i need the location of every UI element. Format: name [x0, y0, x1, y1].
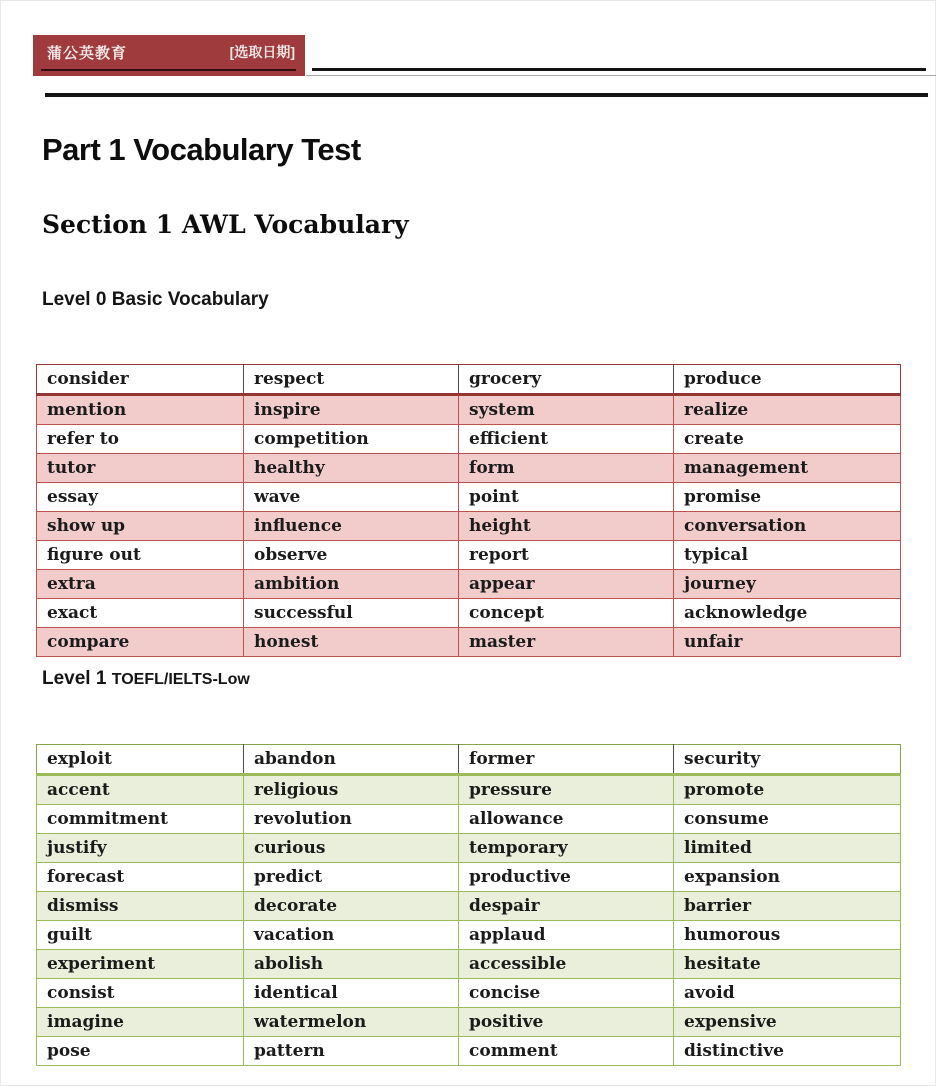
word-cell: allowance — [459, 805, 674, 834]
word-cell: concise — [459, 979, 674, 1008]
table-row — [37, 454, 901, 483]
word-cell: figure out — [37, 541, 244, 570]
word-cell: point — [459, 483, 674, 512]
word-cell: height — [459, 512, 674, 541]
word-cell: competition — [244, 425, 459, 454]
table-row — [37, 512, 901, 541]
word-cell: grocery — [459, 365, 674, 395]
word-cell: security — [674, 745, 901, 775]
word-cell: former — [459, 745, 674, 775]
word-cell: accent — [37, 775, 244, 805]
date-placeholder: [选取日期] — [229, 44, 295, 60]
page-title: Part 1 Vocabulary Test — [42, 132, 361, 167]
word-cell: mention — [37, 395, 244, 425]
word-cell: imagine — [37, 1008, 244, 1037]
word-cell: consist — [37, 979, 244, 1008]
word-cell: barrier — [674, 892, 901, 921]
word-cell: religious — [244, 775, 459, 805]
table-row — [37, 1008, 901, 1037]
word-cell: expensive — [674, 1008, 901, 1037]
word-cell: curious — [244, 834, 459, 863]
word-cell: influence — [244, 512, 459, 541]
table-row — [37, 1037, 901, 1066]
word-cell: concept — [459, 599, 674, 628]
word-cell: appear — [459, 570, 674, 599]
word-cell: pattern — [244, 1037, 459, 1066]
word-cell: productive — [459, 863, 674, 892]
word-cell: exact — [37, 599, 244, 628]
table-row — [37, 950, 901, 979]
word-cell: compare — [37, 628, 244, 657]
header-rule-right-thin — [306, 75, 936, 76]
word-cell: promote — [674, 775, 901, 805]
word-cell: decorate — [244, 892, 459, 921]
word-cell: consume — [674, 805, 901, 834]
word-cell: system — [459, 395, 674, 425]
word-cell: show up — [37, 512, 244, 541]
level-0-subtitle: Basic Vocabulary — [111, 289, 269, 310]
level-0-heading — [42, 289, 269, 311]
header-rule-right-thick — [312, 68, 926, 71]
section-title: Section 1 AWL Vocabulary — [42, 210, 409, 239]
word-cell: consider — [37, 365, 244, 395]
table-header-row — [37, 365, 901, 395]
word-cell: observe — [244, 541, 459, 570]
word-cell: distinctive — [674, 1037, 901, 1066]
word-cell: limited — [674, 834, 901, 863]
word-cell: conversation — [674, 512, 901, 541]
table-row — [37, 863, 901, 892]
word-cell: master — [459, 628, 674, 657]
word-cell: hesitate — [674, 950, 901, 979]
word-cell: vacation — [244, 921, 459, 950]
table-row — [37, 805, 901, 834]
table-row — [37, 834, 901, 863]
word-cell: guilt — [37, 921, 244, 950]
word-cell: tutor — [37, 454, 244, 483]
word-cell: respect — [244, 365, 459, 395]
table-row — [37, 425, 901, 454]
vocab-table-level-0-body — [37, 365, 901, 657]
vocab-table-level-1 — [36, 744, 901, 1066]
table-row — [37, 775, 901, 805]
table-row — [37, 628, 901, 657]
brand-label: 蒲公英教育 — [47, 44, 128, 62]
word-cell: accessible — [459, 950, 674, 979]
word-cell: commitment — [37, 805, 244, 834]
table-header-row — [37, 745, 901, 775]
word-cell: refer to — [37, 425, 244, 454]
word-cell: watermelon — [244, 1008, 459, 1037]
vocab-table-level-1-body — [37, 745, 901, 1066]
word-cell: pose — [37, 1037, 244, 1066]
word-cell: inspire — [244, 395, 459, 425]
word-cell: create — [674, 425, 901, 454]
word-cell: positive — [459, 1008, 674, 1037]
word-cell: dismiss — [37, 892, 244, 921]
brand-box — [33, 35, 305, 76]
word-cell: revolution — [244, 805, 459, 834]
word-cell: report — [459, 541, 674, 570]
word-cell: justify — [37, 834, 244, 863]
word-cell: form — [459, 454, 674, 483]
table-row — [37, 979, 901, 1008]
word-cell: unfair — [674, 628, 901, 657]
word-cell: essay — [37, 483, 244, 512]
word-cell: efficient — [459, 425, 674, 454]
word-cell: predict — [244, 863, 459, 892]
word-cell: honest — [244, 628, 459, 657]
word-cell: comment — [459, 1037, 674, 1066]
table-row — [37, 483, 901, 512]
level-1-subtitle: TOEFL/IELTS-Low — [111, 671, 250, 688]
level-1-heading — [42, 668, 250, 690]
word-cell: journey — [674, 570, 901, 599]
level-1-title: Level 1 — [42, 668, 107, 689]
table-row — [37, 395, 901, 425]
header-rule-full-width — [45, 93, 928, 97]
brand-underline — [41, 69, 296, 71]
word-cell: exploit — [37, 745, 244, 775]
word-cell: identical — [244, 979, 459, 1008]
vocab-table-level-0 — [36, 364, 901, 657]
word-cell: realize — [674, 395, 901, 425]
word-cell: healthy — [244, 454, 459, 483]
word-cell: acknowledge — [674, 599, 901, 628]
word-cell: experiment — [37, 950, 244, 979]
word-cell: avoid — [674, 979, 901, 1008]
table-row — [37, 892, 901, 921]
word-cell: humorous — [674, 921, 901, 950]
word-cell: temporary — [459, 834, 674, 863]
table-row — [37, 570, 901, 599]
table-row — [37, 921, 901, 950]
word-cell: pressure — [459, 775, 674, 805]
table-row — [37, 599, 901, 628]
word-cell: promise — [674, 483, 901, 512]
word-cell: abandon — [244, 745, 459, 775]
word-cell: produce — [674, 365, 901, 395]
level-0-title: Level 0 — [42, 289, 107, 310]
word-cell: extra — [37, 570, 244, 599]
word-cell: wave — [244, 483, 459, 512]
word-cell: forecast — [37, 863, 244, 892]
word-cell: expansion — [674, 863, 901, 892]
table-row — [37, 541, 901, 570]
word-cell: management — [674, 454, 901, 483]
word-cell: despair — [459, 892, 674, 921]
word-cell: ambition — [244, 570, 459, 599]
word-cell: successful — [244, 599, 459, 628]
word-cell: typical — [674, 541, 901, 570]
word-cell: applaud — [459, 921, 674, 950]
word-cell: abolish — [244, 950, 459, 979]
